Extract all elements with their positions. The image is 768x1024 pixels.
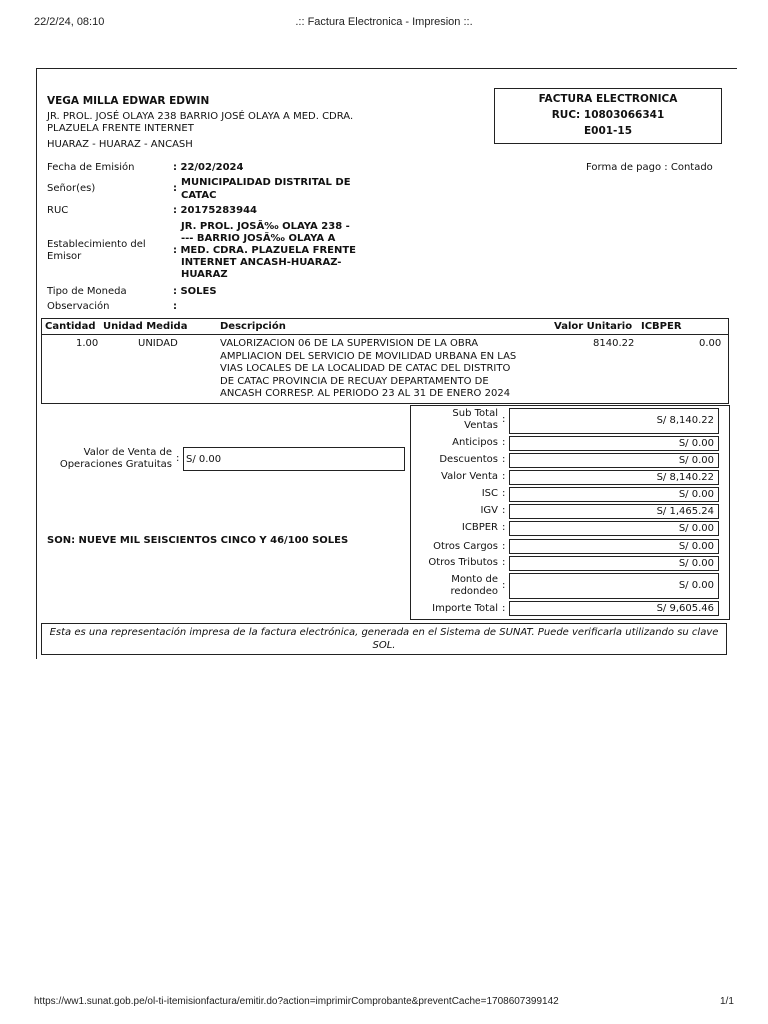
total-label: ISC (481, 488, 498, 499)
document-type: FACTURA ELECTRONICA (538, 93, 678, 105)
cell-unidad: UNIDAD (138, 338, 178, 349)
senor-value-2: CATAC (181, 190, 217, 201)
total-value: S/ 0.00 (509, 436, 719, 451)
total-value: S/ 0.00 (509, 521, 719, 536)
cell-valor-unitario: 8140.22 (593, 338, 635, 349)
senor-label: Señor(es) (47, 183, 96, 194)
col-header-unidad: Unidad Medida (103, 321, 188, 332)
estab-value-1: JR. PROL. JOSÃ‰ OLAYA 238 - (181, 221, 350, 232)
total-label: Ventas (464, 420, 498, 431)
amount-in-words: SON: NUEVE MIL SEISCIENTOS CINCO Y 46/100 SOLES (47, 535, 349, 546)
gratuitas-value: S/ 0.00 (183, 447, 405, 471)
gratuitas-colon: : (176, 453, 180, 464)
obs-label: Observación (47, 301, 110, 312)
gratuitas-label-2: Operaciones Gratuitas (59, 459, 172, 470)
total-label: ICBPER (461, 522, 498, 533)
total-value: S/ 0.00 (509, 573, 719, 599)
total-colon: : (502, 471, 506, 482)
total-value: S/ 1,465.24 (509, 504, 719, 519)
total-label: Anticipos (452, 437, 498, 448)
ruc-label: RUC (47, 205, 69, 216)
forma-pago: Forma de pago : Contado (586, 162, 713, 173)
total-label: Otros Tributos (428, 557, 498, 568)
estab-value-3: : MED. CDRA. PLAZUELA FRENTE (173, 245, 357, 256)
col-header-icbper: ICBPER (641, 321, 682, 332)
senor-colon: : (173, 183, 177, 194)
total-value: S/ 0.00 (509, 556, 719, 571)
total-label: Importe Total (432, 603, 498, 614)
cell-desc-line-5: ANCASH CORRESP. AL PERIODO 23 AL 31 DE ENERO 2024 (220, 388, 511, 399)
total-colon: : (502, 541, 506, 552)
estab-value-5: HUARAZ (181, 269, 228, 280)
moneda-label: Tipo de Moneda (47, 286, 127, 297)
issuer-name: VEGA MILLA EDWAR EDWIN (47, 95, 210, 107)
total-colon: : (502, 488, 506, 499)
total-colon: : (502, 437, 506, 448)
total-value: S/ 0.00 (509, 453, 719, 468)
total-colon: : (502, 505, 506, 516)
total-label: Valor Venta (441, 471, 498, 482)
fecha-label: Fecha de Emisión (47, 162, 135, 173)
total-colon: : (502, 414, 506, 425)
total-colon: : (502, 522, 506, 533)
cell-desc-line-2: AMPLIACION DEL SERVICIO DE MOVILIDAD URBANA EN LAS (220, 350, 517, 362)
issuer-address-1: JR. PROL. JOSÉ OLAYA 238 BARRIO JOSÉ OLAYA A MED. CDRA. (47, 111, 354, 122)
total-value: S/ 0.00 (509, 487, 719, 502)
senor-value-1: MUNICIPALIDAD DISTRITAL DE (181, 177, 351, 188)
cell-desc-line-4: DE CATAC PROVINCIA DE RECUAY DEPARTAMENTO DE (220, 375, 489, 387)
fecha-value: : 22/02/2024 (173, 162, 244, 173)
document-number: E001-15 (583, 125, 633, 137)
cell-desc-line-3: VIAS LOCALES DE LA LOCALIDAD DE CATAC DEL DISTRITO (220, 363, 511, 374)
col-header-valor-unitario: Valor Unitario (554, 321, 633, 332)
total-value: S/ 9,605.46 (509, 601, 719, 616)
moneda-value: : SOLES (173, 286, 217, 297)
estab-label-1: Establecimiento del (47, 239, 146, 250)
col-header-cantidad: Cantidad (45, 321, 96, 332)
total-value: S/ 0.00 (509, 539, 719, 554)
cell-desc-line-1: VALORIZACION 06 DE LA SUPERVISION DE LA OBRA (220, 338, 479, 349)
obs-value: : (173, 301, 177, 312)
total-label: redondeo (450, 586, 498, 597)
issuer-location: HUARAZ - HUARAZ - ANCASH (47, 139, 193, 150)
ruc-value: : 20175283944 (173, 205, 258, 216)
gratuitas-label-1: Valor de Venta de (83, 447, 172, 458)
total-label: Sub Total (452, 408, 498, 419)
estab-label-2: Emisor (47, 251, 82, 262)
estab-value-4: INTERNET ANCASH-HUARAZ- (181, 257, 342, 268)
cell-icbper: 0.00 (699, 338, 722, 349)
sunat-note: Esta es una representación impresa de la factura electrónica, generada en el Sistema de SUNAT. Puede verificarla utilizando su clave SOL. (41, 623, 727, 655)
total-value: S/ 8,140.22 (509, 470, 719, 485)
total-value: S/ 8,140.22 (509, 408, 719, 434)
print-url: https://ww1.sunat.gob.pe/ol-ti-itemisionfactura/emitir.do?action=imprimirComprobante&preventCache=1708607399142 (34, 996, 559, 1007)
issuer-address-2: PLAZUELA FRENTE INTERNET (47, 123, 194, 134)
total-label: IGV (480, 505, 498, 516)
total-label: Descuentos (439, 454, 498, 465)
print-title: .:: Factura Electronica - Impresion ::. (295, 16, 473, 28)
print-datetime: 22/2/24, 08:10 (34, 16, 105, 28)
cell-cantidad: 1.00 (76, 338, 99, 349)
total-colon: : (502, 603, 506, 614)
total-label: Otros Cargos (433, 541, 498, 552)
document-type-box (494, 88, 722, 144)
col-header-descripcion: Descripción (220, 321, 286, 332)
items-table-header-divider (41, 334, 729, 335)
total-colon: : (502, 557, 506, 568)
total-colon: : (502, 580, 506, 591)
print-page-number: 1/1 (720, 996, 734, 1007)
total-colon: : (502, 454, 506, 465)
total-label: Monto de (451, 574, 498, 585)
document-ruc: RUC: 10803066341 (551, 109, 665, 121)
estab-value-2: --- BARRIO JOSÃ‰ OLAYA A (181, 233, 336, 244)
